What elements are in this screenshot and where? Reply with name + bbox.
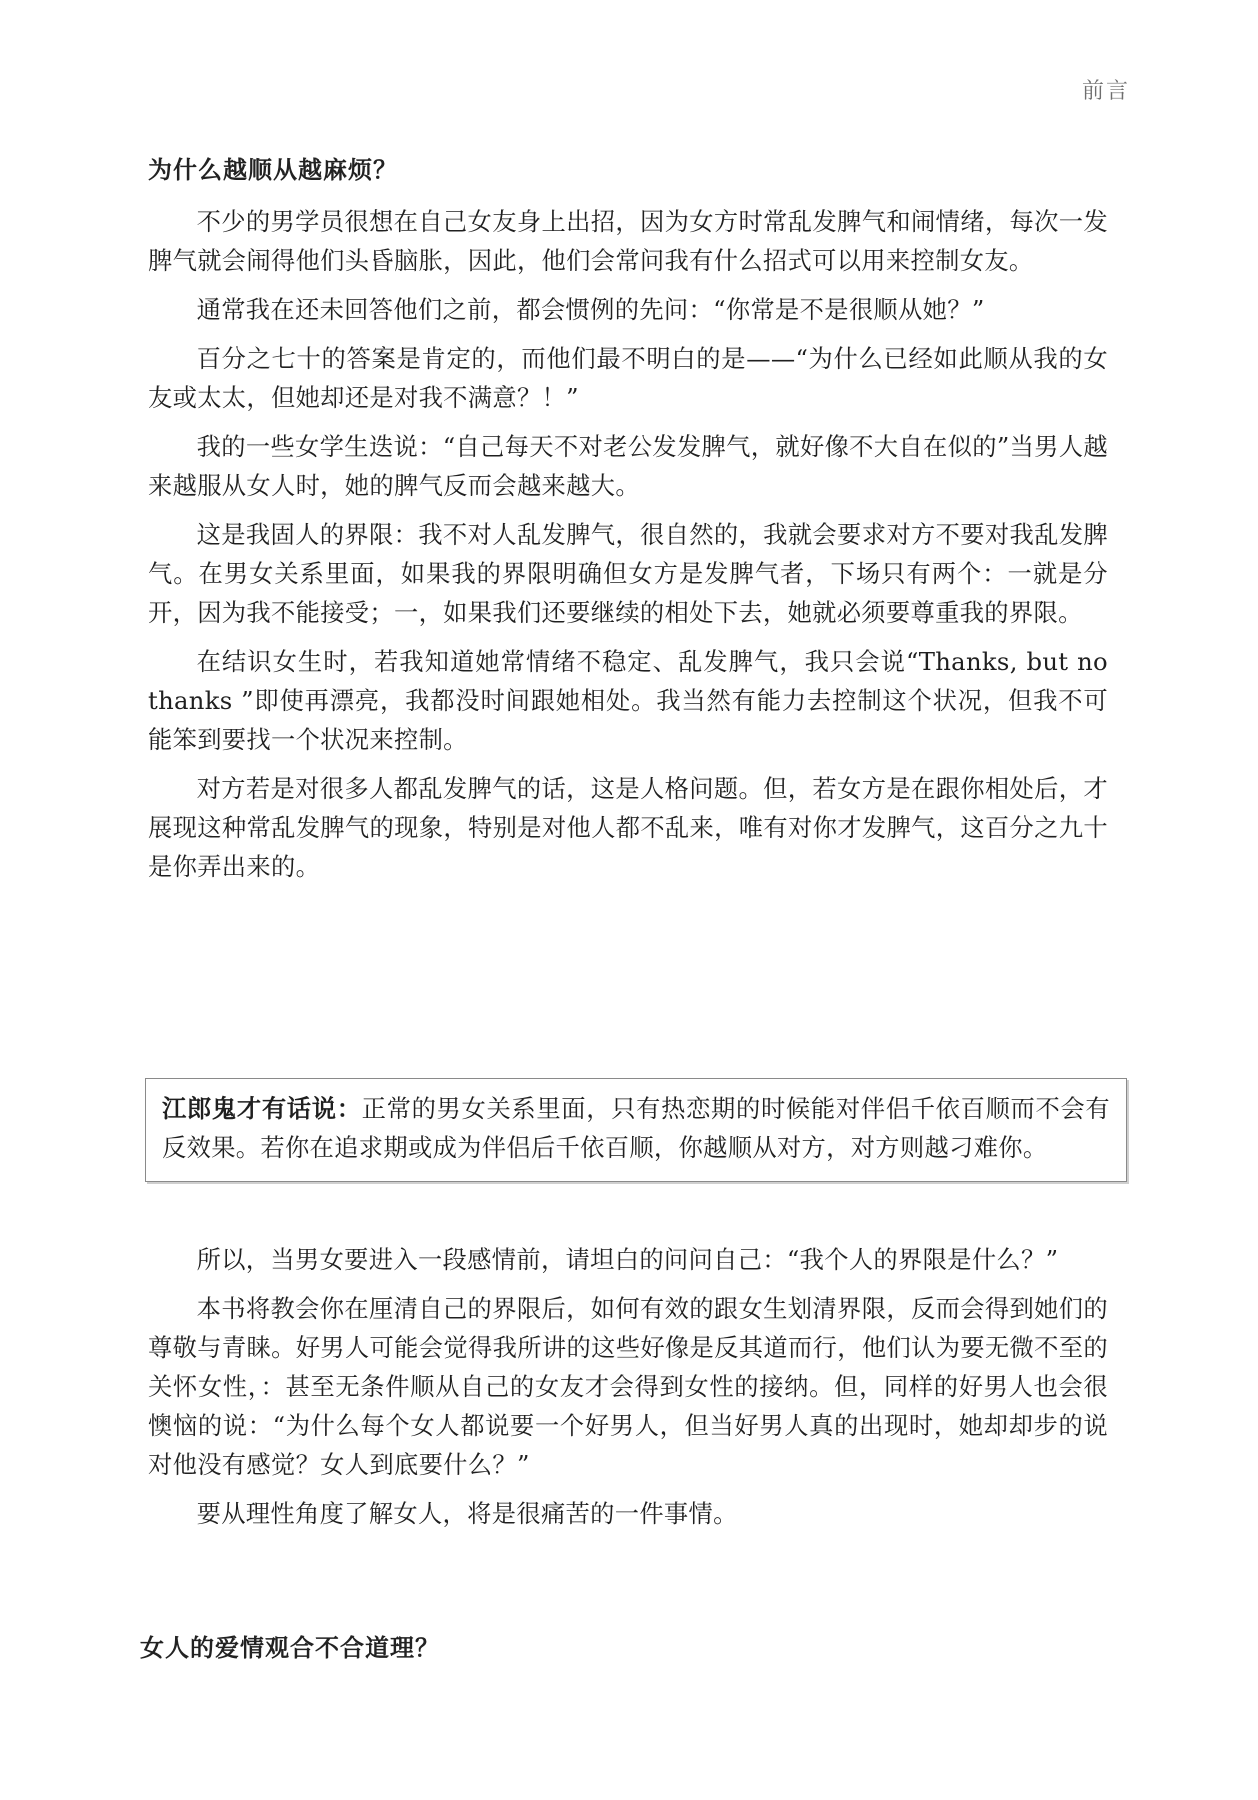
paragraph: 对方若是对很多人都乱发脾气的话，这是人格问题。但，若女方是在跟你相处后，才展现这种常乱发脾气的现象，特别是对他人都不乱来，唯有对你才发脾气，这百分之九十是你弄出来的。 bbox=[148, 774, 1108, 881]
section-title-2: 女人的爱情观合不合道理？ bbox=[140, 1633, 440, 1662]
page-header: 前言 bbox=[1081, 79, 1130, 104]
quote-text: 正常的男女关系里面，只有热恋期的时候能对伴侣千依百顺而不会有反效果。若你在追求期或成为伴侣后千依百顺，你越顺从对方，对方则越刁难你。 bbox=[162, 1094, 1110, 1162]
paragraph: 本书将教会你在厘清自己的界限后，如何有效的跟女生划清界限，反而会得到她们的尊敬与青睐。好男人可能会觉得我所讲的这些好像是反其道而行，他们认为要无微不至的关怀女性，：甚至无条件顺从自己的女友才会得到女性的接纳。但，同样的好男人也会很懊恼的说：“为什么每个女人都说要一个好男人，但当好男人真的出现时，她却却步的说对他没有感觉？女人到底要什么？” bbox=[148, 1294, 1108, 1479]
paragraph: 要从理性角度了解女人，将是很痛苦的一件事情。 bbox=[196, 1499, 738, 1528]
paragraph: 所以，当男女要进入一段感情前，请坦白的问问自己：“我个人的界限是什么？” bbox=[196, 1245, 1059, 1274]
quote-box bbox=[145, 1078, 1127, 1182]
paragraph: 我的一些女学生迭说：“自己每天不对老公发发脾气，就好像不大自在似的”当男人越来越服从女人时，她的脾气反而会越来越大。 bbox=[148, 432, 1108, 500]
body-text-bottom bbox=[148, 1240, 1108, 1543]
paragraph: 不少的男学员很想在自己女友身上出招，因为女方时常乱发脾气和闹情绪，每次一发脾气就会闹得他们头昏脑胀，因此，他们会常问我有什么招式可以用来控制女友。 bbox=[148, 207, 1108, 275]
body-text-top bbox=[148, 202, 1108, 896]
paragraph: 这是我固人的界限：我不对人乱发脾气，很自然的，我就会要求对方不要对我乱发脾气。在男女关系里面，如果我的界限明确但女方是发脾气者，下场只有两个：一就是分开，因为我不能接受；一，如果我们还要继续的相处下去，她就必须要尊重我的界限。 bbox=[148, 520, 1108, 627]
quote-label: 江郎鬼才有话说： bbox=[162, 1094, 362, 1123]
paragraph: 通常我在还未回答他们之前，都会惯例的先问：“你常是不是很顺从她？” bbox=[196, 295, 985, 324]
section-title: 为什么越顺从越麻烦？ bbox=[148, 155, 398, 184]
paragraph: 在结识女生时，若我知道她常情绪不稳定、乱发脾气，我只会说“Thanks, but no thanks ”即使再漂亮，我都没时间跟她相处。我当然有能力去控制这个状况，但我不可能笨到要找一个状况来控制。 bbox=[148, 647, 1108, 754]
paragraph: 百分之七十的答案是肯定的，而他们最不明白的是——“为什么已经如此顺从我的女友或太太，但她却还是对我不满意？！” bbox=[148, 344, 1108, 412]
